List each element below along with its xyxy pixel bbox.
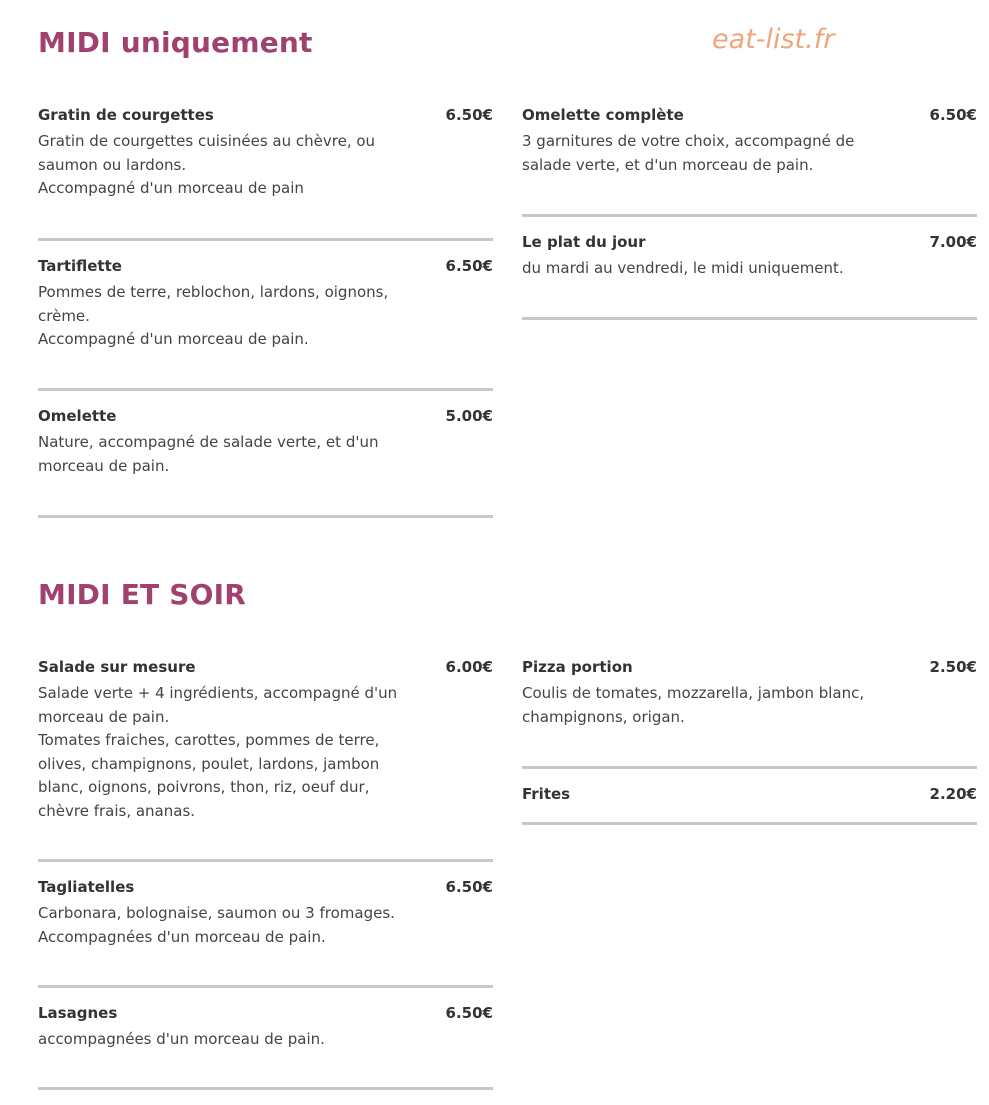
description-line: Accompagnées d'un morceau de pain. [38, 927, 326, 946]
description-line: morceau de pain. [38, 456, 170, 475]
description-line: Nature, accompagné de salade verte, et d'un [38, 433, 379, 451]
item-price: 6.50€ [445, 257, 493, 275]
item-description [38, 281, 398, 352]
item-name: Tartiflette [38, 257, 122, 275]
menu-item [522, 785, 977, 825]
description-line: Tomates fraiches, carottes, pommes de terre, [38, 731, 380, 749]
description-line: champignons, origan. [522, 707, 685, 726]
item-description [522, 682, 882, 729]
description-line: Accompagné d'un morceau de pain [38, 179, 304, 197]
item-price: 2.20€ [929, 785, 977, 803]
description-line: morceau de pain. [38, 707, 170, 726]
description-line: Coulis de tomates, mozzarella, jambon blanc, [522, 684, 865, 702]
description-line: blanc, oignons, poivrons, thon, riz, oeuf dur, [38, 778, 370, 796]
menu-item [522, 233, 977, 320]
description-line: Salade verte + 4 ingrédients, accompagné d'un [38, 684, 398, 702]
item-name: Omelette complète [522, 106, 684, 124]
description-line: 3 garnitures de votre choix, accompagné de [522, 132, 855, 150]
item-description [38, 902, 398, 949]
item-description [38, 682, 398, 823]
section-title-midi-et-soir: MIDI ET SOIR [38, 578, 247, 611]
item-description [38, 130, 398, 201]
item-name: Tagliatelles [38, 878, 135, 896]
description-line: chèvre frais, ananas. [38, 801, 196, 820]
item-description [522, 257, 882, 281]
menu-item [38, 1004, 493, 1090]
item-description [38, 431, 398, 478]
item-price: 6.50€ [445, 878, 493, 896]
item-description [38, 1028, 398, 1052]
item-price: 6.00€ [445, 658, 493, 676]
item-price: 5.00€ [445, 407, 493, 425]
description-line: Gratin de courgettes cuisinées au chèvre, ou [38, 132, 376, 150]
item-name: Le plat du jour [522, 233, 646, 251]
menu-item [38, 658, 493, 862]
description-line: accompagnées d'un morceau de pain. [38, 1030, 325, 1048]
description-line: Carbonara, bolognaise, saumon ou 3 fromages. [38, 904, 395, 922]
item-name: Frites [522, 785, 571, 803]
item-name: Lasagnes [38, 1004, 118, 1022]
section-2-left-column [38, 658, 493, 1090]
menu-item [38, 878, 493, 988]
description-line: Accompagné d'un morceau de pain. [38, 330, 309, 348]
section-title-midi-uniquement: MIDI uniquement [38, 26, 313, 59]
item-price: 6.50€ [445, 106, 493, 124]
section-1-right-column [522, 106, 977, 320]
item-name: Omelette [38, 407, 117, 425]
item-name: Gratin de courgettes [38, 106, 214, 124]
item-name: Salade sur mesure [38, 658, 196, 676]
item-price: 2.50€ [929, 658, 977, 676]
item-price: 7.00€ [929, 233, 977, 251]
description-line: saumon ou lardons. [38, 155, 187, 174]
menu-item [38, 407, 493, 518]
menu-item [38, 106, 493, 241]
menu-item [522, 106, 977, 217]
item-description [522, 130, 882, 177]
menu-item [522, 658, 977, 769]
menu-item [38, 257, 493, 391]
item-name: Pizza portion [522, 658, 633, 676]
description-line: du mardi au vendredi, le midi uniquement. [522, 259, 844, 277]
watermark: eat-list.fr [712, 24, 835, 55]
section-2-right-column [522, 658, 977, 825]
description-line: salade verte, et d'un morceau de pain. [522, 155, 814, 174]
description-line: crème. [38, 306, 90, 325]
description-line: Pommes de terre, reblochon, lardons, oignons, [38, 283, 389, 301]
description-line: olives, champignons, poulet, lardons, jambon [38, 754, 380, 773]
section-1-left-column [38, 106, 493, 518]
item-price: 6.50€ [445, 1004, 493, 1022]
item-price: 6.50€ [929, 106, 977, 124]
